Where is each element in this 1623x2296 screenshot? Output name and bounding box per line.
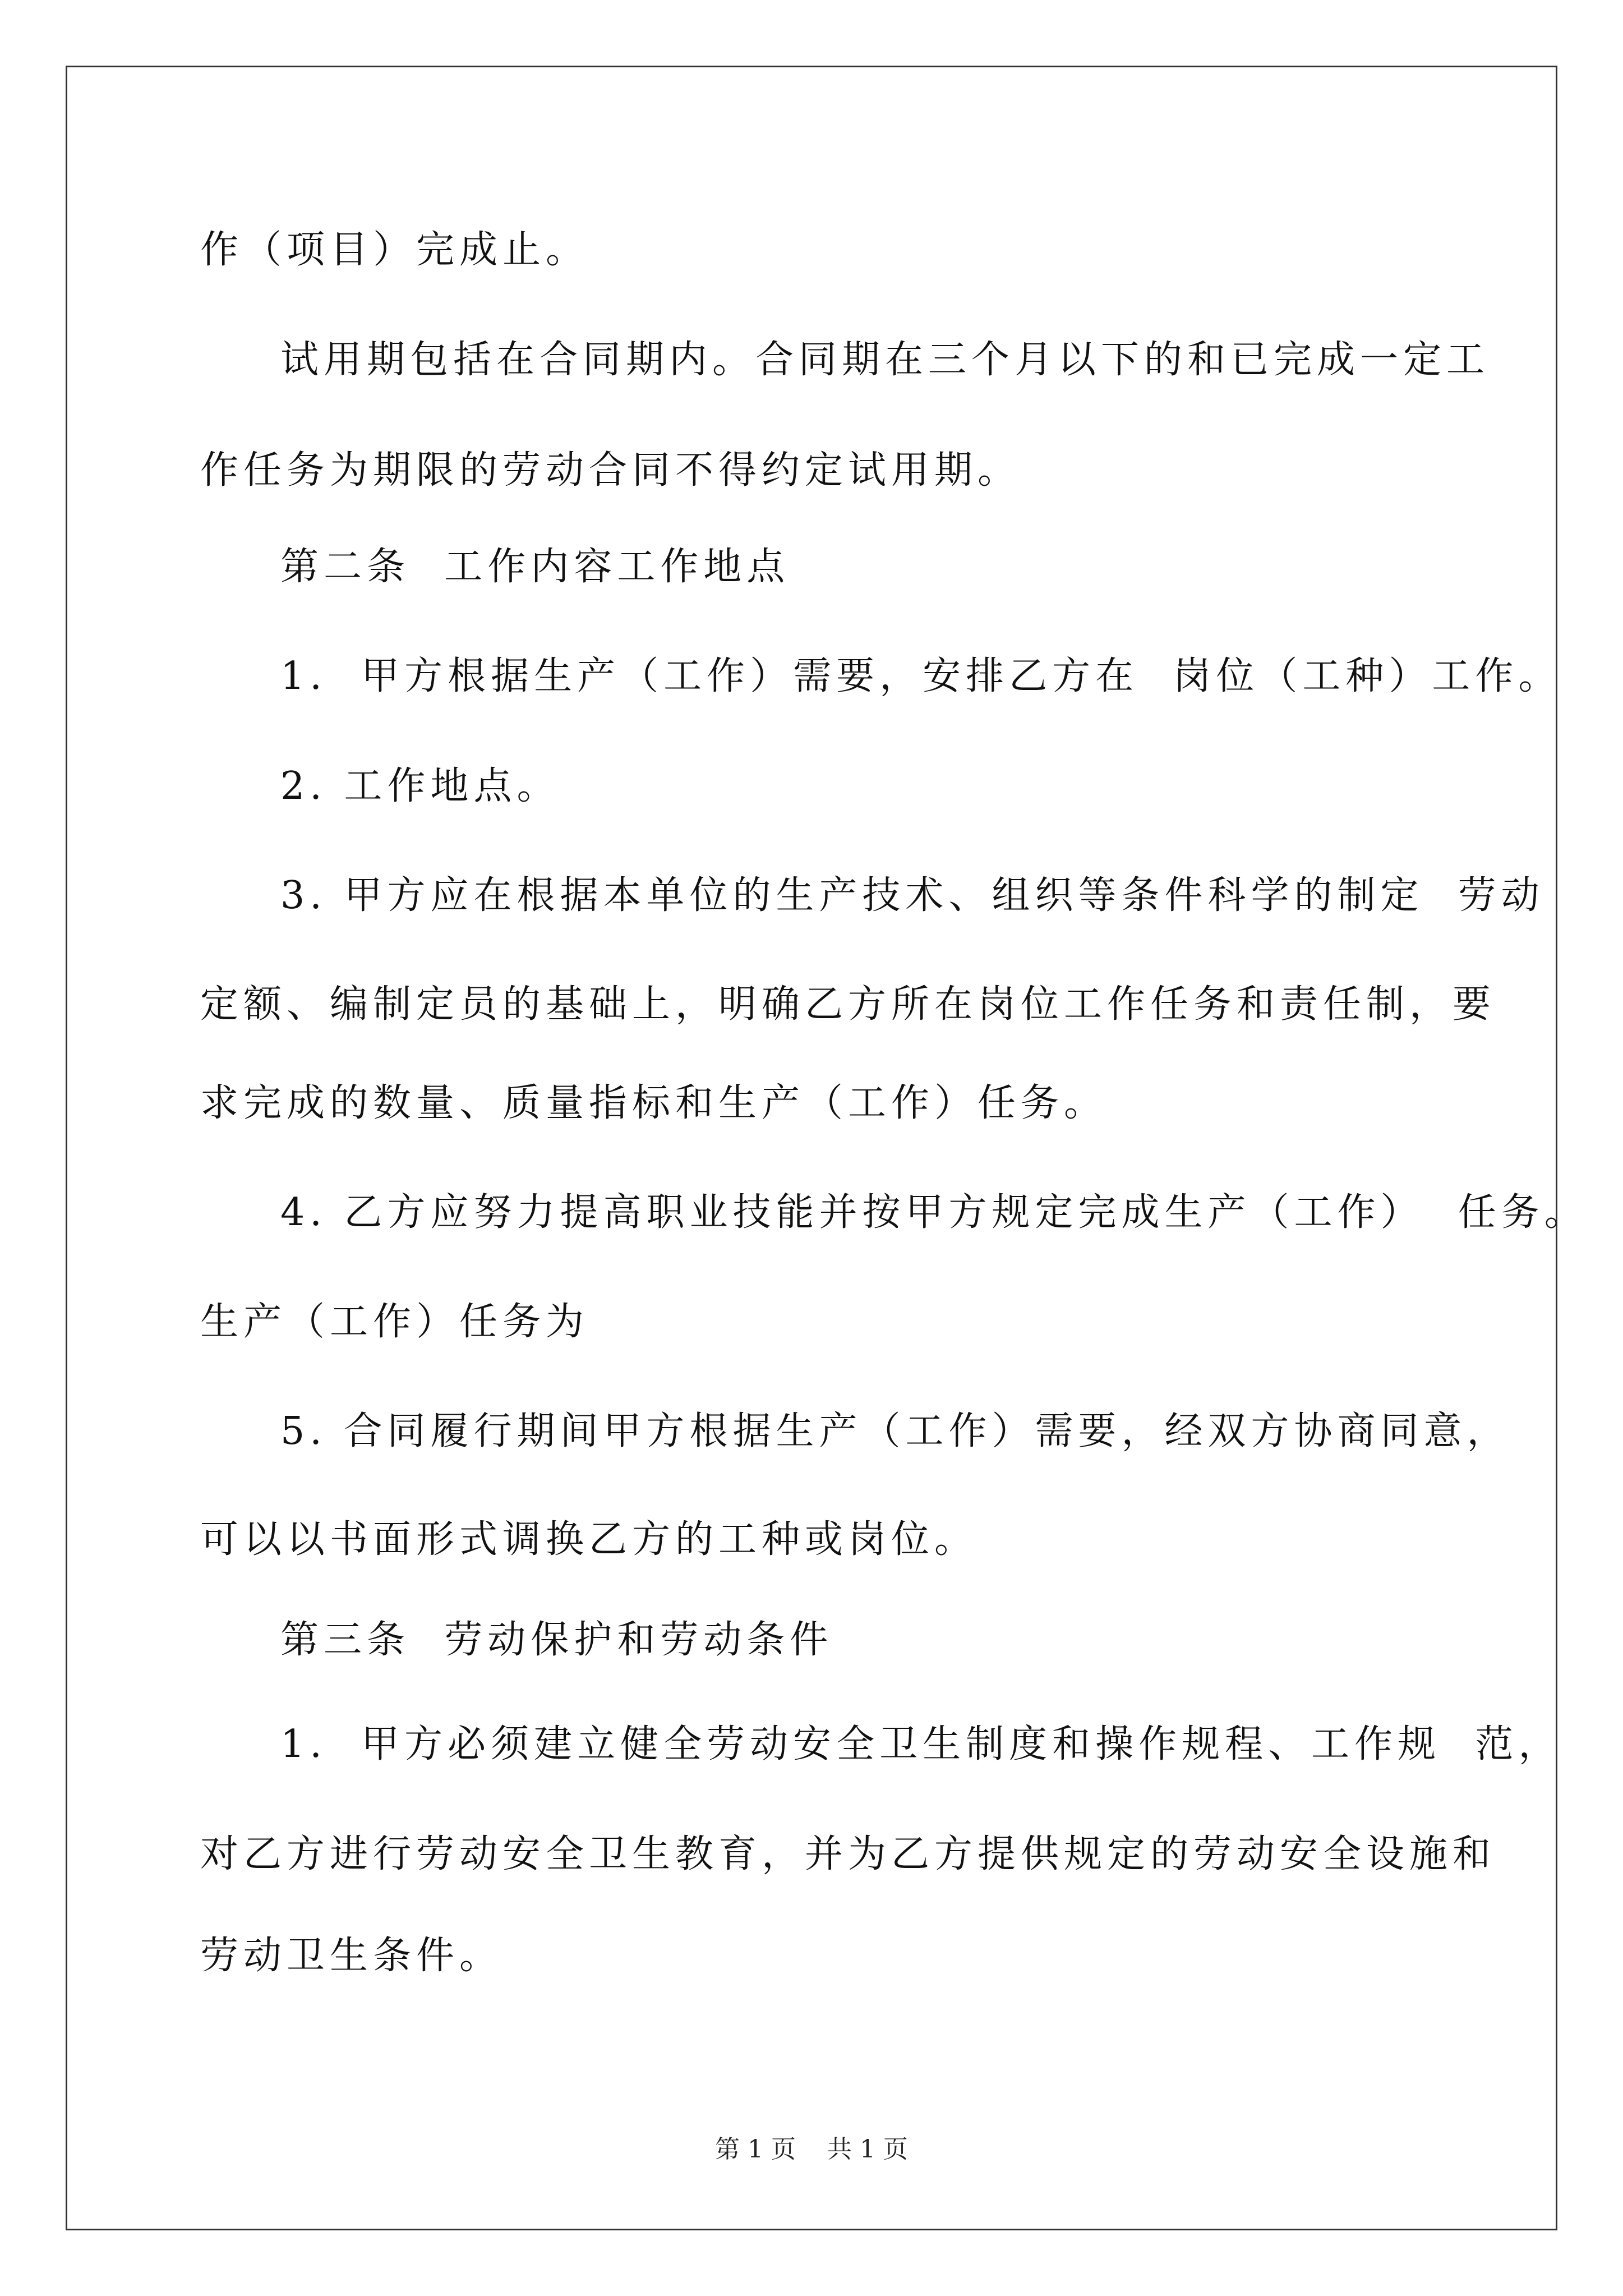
text-line: 3. 甲方应在根据本单位的生产技术、组织等条件科学的制定 劳动 bbox=[280, 873, 1544, 918]
page-border bbox=[66, 66, 1557, 2230]
text-line: 求完成的数量、质量指标和生产（工作）任务。 bbox=[200, 1081, 1108, 1125]
text-line: 1. 甲方必须建立健全劳动安全卫生制度和操作规程、工作规 范， bbox=[280, 1722, 1562, 1766]
section-heading: 第二条 工作内容工作地点 bbox=[280, 545, 790, 589]
text-line: 可以以书面形式调换乙方的工种或岗位。 bbox=[200, 1517, 978, 1562]
text-line: 生产（工作）任务为 bbox=[200, 1300, 589, 1344]
page-number: 第 1 页 共 1 页 bbox=[715, 2135, 908, 2164]
text-line: 作（项目）完成止。 bbox=[200, 228, 589, 272]
section-heading: 第三条 劳动保护和劳动条件 bbox=[280, 1618, 833, 1662]
text-line: 定额、编制定员的基础上，明确乙方所在岗位工作任务和责任制，要 bbox=[200, 982, 1496, 1027]
text-line: 1. 甲方根据生产（工作）需要，安排乙方在 岗位（工种）工作。 bbox=[280, 654, 1562, 698]
text-line: 对乙方进行劳动安全卫生教育，并为乙方提供规定的劳动安全设施和 bbox=[200, 1832, 1496, 1876]
text-line: 作任务为期限的劳动合同不得约定试用期。 bbox=[200, 448, 1021, 493]
text-line: 5. 合同履行期间甲方根据生产（工作）需要，经双方协商同意， bbox=[280, 1409, 1510, 1453]
text-line: 试用期包括在合同期内。合同期在三个月以下的和已完成一定工 bbox=[280, 338, 1490, 382]
text-line: 2. 工作地点。 bbox=[280, 764, 560, 808]
text-line: 劳动卫生条件。 bbox=[200, 1934, 503, 1978]
text-line: 4. 乙方应努力提高职业技能并按甲方规定完成生产（工作） 任务。 bbox=[280, 1190, 1588, 1235]
